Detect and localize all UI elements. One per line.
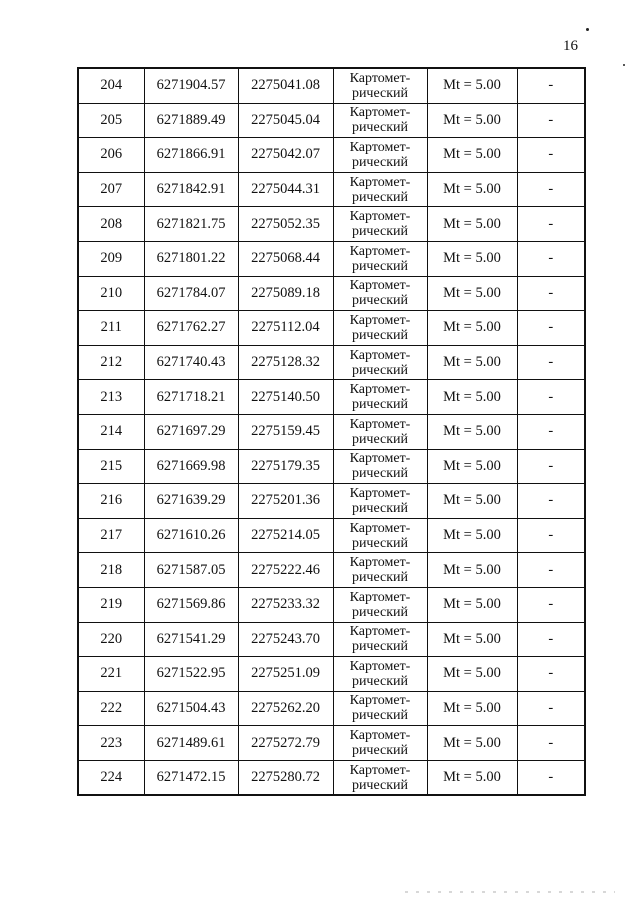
x-coordinate-cell: 6271522.95 [144, 657, 238, 692]
point-number-cell: 223 [78, 726, 144, 761]
description-cell: - [517, 345, 585, 380]
table-row [78, 241, 585, 276]
method-line-2: рический [351, 639, 409, 655]
y-coordinate-cell: 2275128.32 [238, 345, 333, 380]
accuracy-cell: Mt = 5.00 [427, 449, 517, 484]
method-line-2: рический [351, 120, 409, 136]
y-coordinate-cell: 2275262.20 [238, 691, 333, 726]
coordinates-table [77, 67, 586, 796]
scan-speck [623, 64, 625, 66]
method-line-1: Картомет- [349, 555, 411, 571]
point-number-cell: 204 [78, 68, 144, 103]
x-coordinate-cell: 6271504.43 [144, 691, 238, 726]
method-line-2: рический [351, 673, 409, 689]
method-line-1: Картомет- [349, 762, 411, 778]
method-line-2: рический [351, 327, 409, 343]
method-cell [333, 103, 427, 138]
table-row [78, 449, 585, 484]
x-coordinate-cell: 6271669.98 [144, 449, 238, 484]
method-line-1: Картомет- [349, 174, 411, 190]
method-cell [333, 449, 427, 484]
table-row [78, 622, 585, 657]
x-coordinate-cell: 6271821.75 [144, 207, 238, 242]
accuracy-cell: Mt = 5.00 [427, 726, 517, 761]
x-coordinate-cell: 6271784.07 [144, 276, 238, 311]
point-number-cell: 214 [78, 414, 144, 449]
table-row [78, 276, 585, 311]
y-coordinate-cell: 2275068.44 [238, 241, 333, 276]
accuracy-cell: Mt = 5.00 [427, 241, 517, 276]
description-cell: - [517, 657, 585, 692]
method-line-1: Картомет- [349, 520, 411, 536]
method-line-1: Картомет- [349, 209, 411, 225]
scan-noise [405, 891, 615, 893]
method-line-1: Картомет- [349, 416, 411, 432]
accuracy-cell: Mt = 5.00 [427, 276, 517, 311]
x-coordinate-cell: 6271541.29 [144, 622, 238, 657]
table-row [78, 553, 585, 588]
point-number-cell: 220 [78, 622, 144, 657]
y-coordinate-cell: 2275280.72 [238, 760, 333, 795]
description-cell: - [517, 518, 585, 553]
x-coordinate-cell: 6271842.91 [144, 172, 238, 207]
method-line-2: рический [351, 500, 409, 516]
description-cell: - [517, 241, 585, 276]
method-line-2: рический [351, 258, 409, 274]
method-cell [333, 311, 427, 346]
method-line-1: Картомет- [349, 278, 411, 294]
point-number-cell: 224 [78, 760, 144, 795]
y-coordinate-cell: 2275045.04 [238, 103, 333, 138]
y-coordinate-cell: 2275243.70 [238, 622, 333, 657]
accuracy-cell: Mt = 5.00 [427, 518, 517, 553]
table-row [78, 207, 585, 242]
method-line-1: Картомет- [349, 624, 411, 640]
method-line-2: рический [351, 777, 409, 793]
point-number-cell: 218 [78, 553, 144, 588]
y-coordinate-cell: 2275201.36 [238, 484, 333, 519]
description-cell: - [517, 380, 585, 415]
point-number-cell: 219 [78, 587, 144, 622]
table-row [78, 311, 585, 346]
y-coordinate-cell: 2275179.35 [238, 449, 333, 484]
point-number-cell: 216 [78, 484, 144, 519]
point-number-cell: 215 [78, 449, 144, 484]
x-coordinate-cell: 6271904.57 [144, 68, 238, 103]
y-coordinate-cell: 2275222.46 [238, 553, 333, 588]
accuracy-cell: Mt = 5.00 [427, 68, 517, 103]
x-coordinate-cell: 6271866.91 [144, 138, 238, 173]
accuracy-cell: Mt = 5.00 [427, 484, 517, 519]
x-coordinate-cell: 6271639.29 [144, 484, 238, 519]
x-coordinate-cell: 6271889.49 [144, 103, 238, 138]
table-row [78, 657, 585, 692]
accuracy-cell: Mt = 5.00 [427, 622, 517, 657]
accuracy-cell: Mt = 5.00 [427, 172, 517, 207]
x-coordinate-cell: 6271740.43 [144, 345, 238, 380]
table-row [78, 380, 585, 415]
method-line-2: рический [351, 535, 409, 551]
method-line-2: рический [351, 189, 409, 205]
point-number-cell: 206 [78, 138, 144, 173]
method-cell [333, 345, 427, 380]
accuracy-cell: Mt = 5.00 [427, 691, 517, 726]
description-cell: - [517, 172, 585, 207]
description-cell: - [517, 587, 585, 622]
accuracy-cell: Mt = 5.00 [427, 657, 517, 692]
description-cell: - [517, 207, 585, 242]
page-number: 16 [563, 38, 578, 54]
point-number-cell: 208 [78, 207, 144, 242]
accuracy-cell: Mt = 5.00 [427, 553, 517, 588]
accuracy-cell: Mt = 5.00 [427, 138, 517, 173]
method-line-1: Картомет- [349, 347, 411, 363]
description-cell: - [517, 449, 585, 484]
table-row [78, 68, 585, 103]
description-cell: - [517, 726, 585, 761]
description-cell: - [517, 68, 585, 103]
description-cell: - [517, 553, 585, 588]
method-cell [333, 207, 427, 242]
description-cell: - [517, 138, 585, 173]
method-cell [333, 414, 427, 449]
point-number-cell: 205 [78, 103, 144, 138]
method-cell [333, 657, 427, 692]
method-cell [333, 691, 427, 726]
coordinates-table-body [78, 68, 585, 795]
method-line-2: рический [351, 362, 409, 378]
y-coordinate-cell: 2275112.04 [238, 311, 333, 346]
y-coordinate-cell: 2275041.08 [238, 68, 333, 103]
y-coordinate-cell: 2275251.09 [238, 657, 333, 692]
scan-speck [586, 28, 589, 31]
y-coordinate-cell: 2275044.31 [238, 172, 333, 207]
table-row [78, 345, 585, 380]
method-cell [333, 138, 427, 173]
x-coordinate-cell: 6271472.15 [144, 760, 238, 795]
accuracy-cell: Mt = 5.00 [427, 587, 517, 622]
x-coordinate-cell: 6271610.26 [144, 518, 238, 553]
description-cell: - [517, 484, 585, 519]
description-cell: - [517, 414, 585, 449]
method-line-1: Картомет- [349, 451, 411, 467]
table-row [78, 414, 585, 449]
point-number-cell: 222 [78, 691, 144, 726]
accuracy-cell: Mt = 5.00 [427, 760, 517, 795]
method-cell [333, 484, 427, 519]
point-number-cell: 211 [78, 311, 144, 346]
method-cell [333, 726, 427, 761]
method-line-1: Картомет- [349, 312, 411, 328]
x-coordinate-cell: 6271697.29 [144, 414, 238, 449]
method-line-2: рический [351, 743, 409, 759]
method-line-2: рический [351, 154, 409, 170]
x-coordinate-cell: 6271718.21 [144, 380, 238, 415]
method-line-2: рический [351, 431, 409, 447]
method-cell [333, 553, 427, 588]
method-cell [333, 622, 427, 657]
method-line-1: Картомет- [349, 70, 411, 86]
description-cell: - [517, 622, 585, 657]
table-row [78, 103, 585, 138]
description-cell: - [517, 760, 585, 795]
method-cell [333, 760, 427, 795]
description-cell: - [517, 103, 585, 138]
point-number-cell: 209 [78, 241, 144, 276]
table-row [78, 587, 585, 622]
point-number-cell: 221 [78, 657, 144, 692]
method-line-1: Картомет- [349, 589, 411, 605]
method-line-1: Картомет- [349, 139, 411, 155]
method-line-1: Картомет- [349, 693, 411, 709]
accuracy-cell: Mt = 5.00 [427, 345, 517, 380]
table-row [78, 726, 585, 761]
description-cell: - [517, 311, 585, 346]
method-line-2: рический [351, 604, 409, 620]
method-cell [333, 276, 427, 311]
x-coordinate-cell: 6271801.22 [144, 241, 238, 276]
y-coordinate-cell: 2275052.35 [238, 207, 333, 242]
y-coordinate-cell: 2275214.05 [238, 518, 333, 553]
accuracy-cell: Mt = 5.00 [427, 380, 517, 415]
y-coordinate-cell: 2275140.50 [238, 380, 333, 415]
table-row [78, 691, 585, 726]
description-cell: - [517, 276, 585, 311]
method-line-2: рический [351, 466, 409, 482]
method-cell [333, 172, 427, 207]
accuracy-cell: Mt = 5.00 [427, 311, 517, 346]
method-cell [333, 68, 427, 103]
point-number-cell: 207 [78, 172, 144, 207]
method-line-1: Картомет- [349, 485, 411, 501]
method-cell [333, 241, 427, 276]
table-row [78, 760, 585, 795]
y-coordinate-cell: 2275089.18 [238, 276, 333, 311]
method-line-2: рический [351, 570, 409, 586]
method-cell [333, 380, 427, 415]
y-coordinate-cell: 2275042.07 [238, 138, 333, 173]
point-number-cell: 213 [78, 380, 144, 415]
y-coordinate-cell: 2275272.79 [238, 726, 333, 761]
y-coordinate-cell: 2275233.32 [238, 587, 333, 622]
accuracy-cell: Mt = 5.00 [427, 414, 517, 449]
method-line-1: Картомет- [349, 728, 411, 744]
x-coordinate-cell: 6271489.61 [144, 726, 238, 761]
x-coordinate-cell: 6271587.05 [144, 553, 238, 588]
method-cell [333, 518, 427, 553]
accuracy-cell: Mt = 5.00 [427, 207, 517, 242]
y-coordinate-cell: 2275159.45 [238, 414, 333, 449]
point-number-cell: 210 [78, 276, 144, 311]
description-cell: - [517, 691, 585, 726]
table-row [78, 138, 585, 173]
method-line-1: Картомет- [349, 382, 411, 398]
method-cell [333, 587, 427, 622]
table-row [78, 172, 585, 207]
method-line-2: рический [351, 397, 409, 413]
method-line-2: рический [351, 708, 409, 724]
point-number-cell: 217 [78, 518, 144, 553]
method-line-1: Картомет- [349, 243, 411, 259]
point-number-cell: 212 [78, 345, 144, 380]
table-row [78, 484, 585, 519]
method-line-1: Картомет- [349, 658, 411, 674]
method-line-2: рический [351, 224, 409, 240]
accuracy-cell: Mt = 5.00 [427, 103, 517, 138]
x-coordinate-cell: 6271569.86 [144, 587, 238, 622]
method-line-2: рический [351, 85, 409, 101]
method-line-1: Картомет- [349, 105, 411, 121]
x-coordinate-cell: 6271762.27 [144, 311, 238, 346]
method-line-2: рический [351, 293, 409, 309]
table-row [78, 518, 585, 553]
